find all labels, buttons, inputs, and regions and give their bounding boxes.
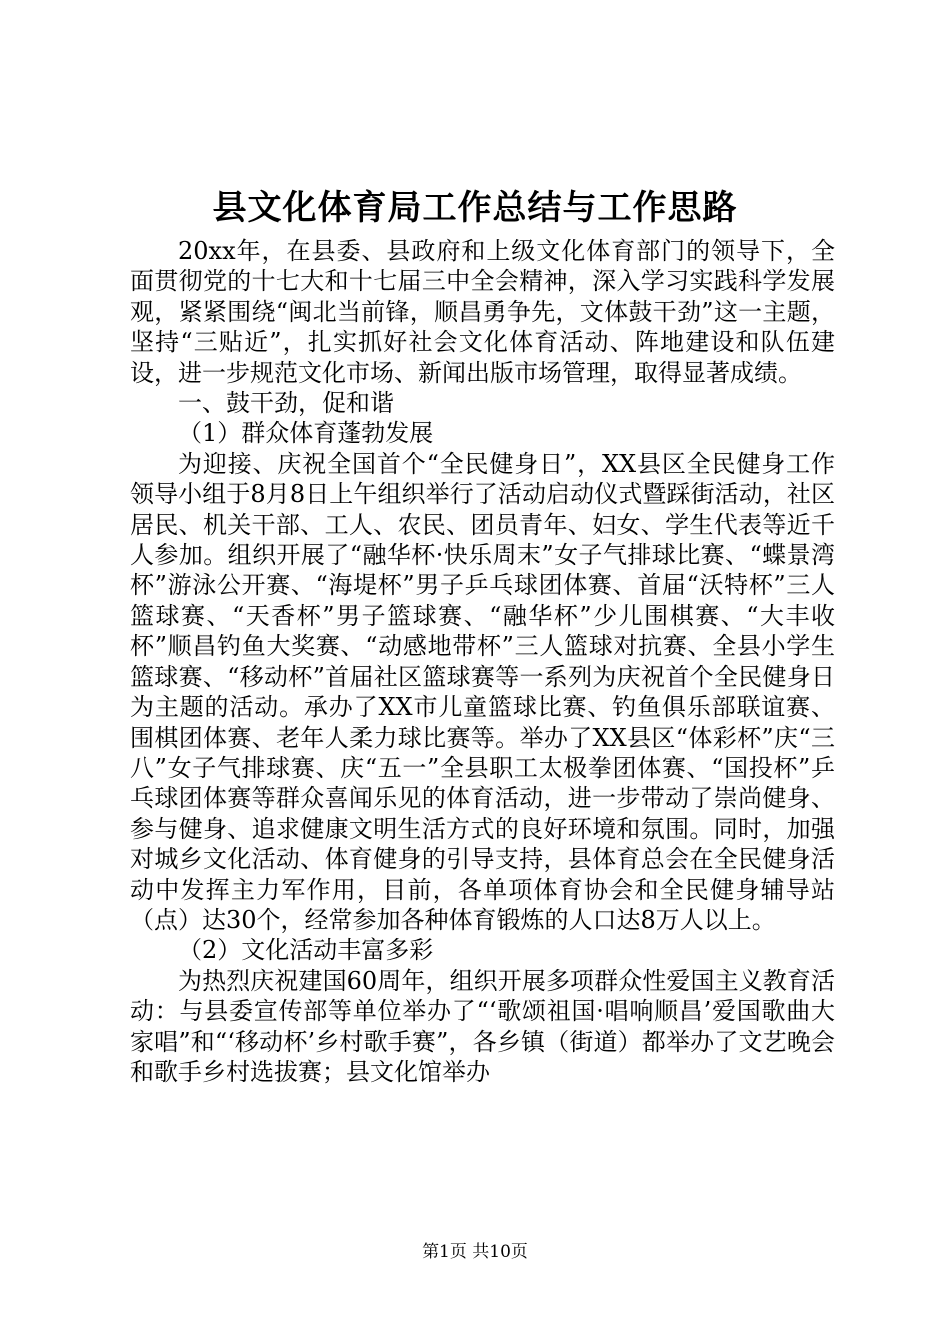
paragraph-culture: 为热烈庆祝建国60周年，组织开展多项群众性爱国主义教育活动：与县委宣传部等单位举办了“‘歌颂祖国·唱响顺昌’爱国歌曲大家唱”和“‘移动杯’乡村歌手赛”，各乡镇（街道）都举办了文艺晚会和歌手乡村选拔赛；县文化馆举办 (130, 966, 835, 1086)
paragraph-sports: 为迎接、庆祝全国首个“全民健身日”，XX县区全民健身工作领导小组于8月8日上午组织举行了活动启动仪式暨踩街活动，社区居民、机关干部、工人、农民、团员青年、妇女、学生代表等近千人参加。组织开展了“融华杯·快乐周末”女子气排球比赛、“蝶景湾杯”游泳公开赛、“海堤杯”男子乒乓球团体赛、首届“沃特杯”三人篮球赛、“天香杯”男子篮球赛、“融华杯”少儿围棋赛、“大丰收杯”顺昌钓鱼大奖赛、“动感地带杯”三人篮球对抗赛、全县小学生篮球赛、“移动杯”首届社区篮球赛等一系列为庆祝首个全民健身日为主题的活动。承办了XX市儿童篮球比赛、钓鱼俱乐部联谊赛、围棋团体赛、老年人柔力球比赛等。举办了XX县区“体彩杯”庆“三八”女子气排球赛、庆“五一”全县职工太极拳团体赛、“国投杯”乒乓球团体赛等群众喜闻乐见的体育活动，进一步带动了崇尚健身、参与健身、追求健康文明生活方式的良好环境和氛围。同时，加强对城乡文化活动、体育健身的引导支持，县体育总会在全民健身活动中发挥主力军作用，目前，各单项体育协会和全民健身辅导站（点）达30个，经常参加各种体育锻炼的人口达8万人以上。 (130, 449, 835, 934)
paragraph-intro: 20xx年，在县委、县政府和上级文化体育部门的领导下，全面贯彻党的十七大和十七届三中全会精神，深入学习实践科学发展观，紧紧围绕“闽北当前锋，顺昌勇争先，文体鼓干劲”这一主题，坚持“三贴近”，扎实抓好社会文化体育活动、阵地建设和队伍建设，进一步规范文化市场、新闻出版市场管理，取得显著成绩。 (130, 237, 835, 387)
section-heading: 一、鼓干劲，促和谐 (178, 389, 394, 418)
subsection-heading: （2）文化活动丰富多彩 (178, 936, 434, 965)
document-body (130, 236, 835, 1087)
document-title: 县文化体育局工作总结与工作思路 (212, 188, 738, 228)
subsection-heading: （1）群众体育蓬勃发展 (178, 419, 434, 448)
page-number-footer: 第1页 共10页 (422, 1242, 528, 1262)
